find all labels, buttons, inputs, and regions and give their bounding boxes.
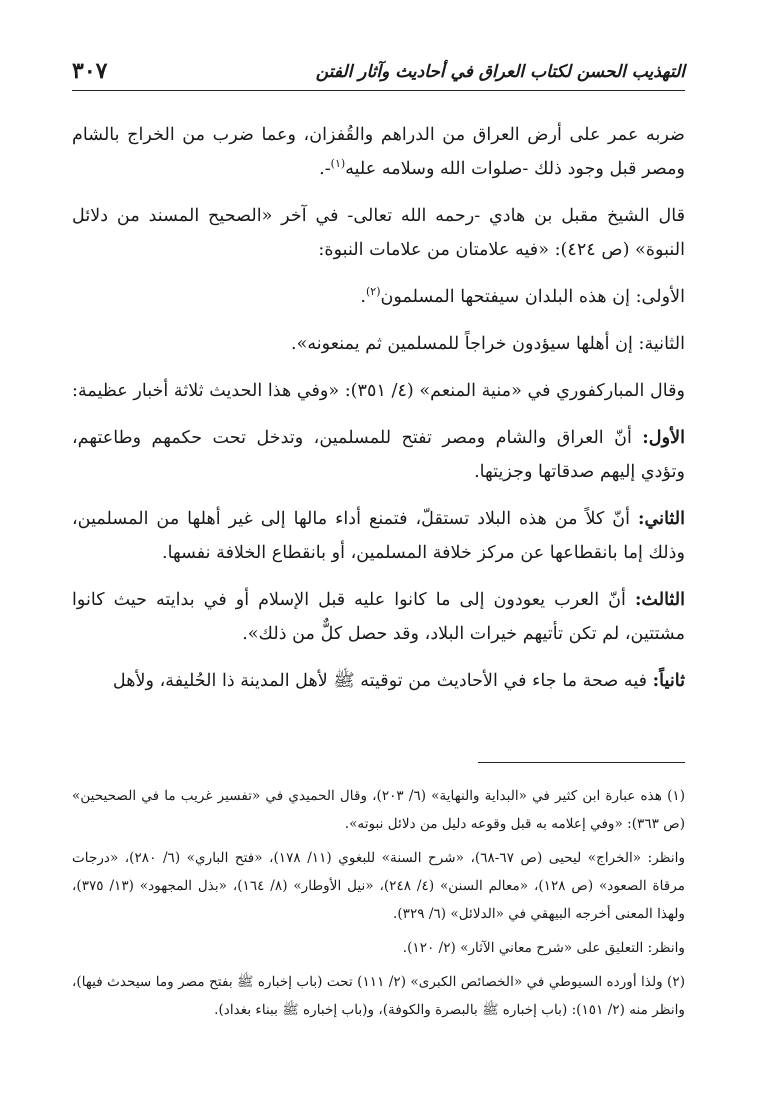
running-title: التهذيب الحسن لكتاب العراق في أحاديث وآثار الفتن	[315, 62, 685, 82]
text-line: الأولى: إن هذه البلدان سيفتحها المسلمون	[380, 287, 685, 307]
text-line: وذلك إما بانقطاعها عن مركز خلافة المسلمين، أو بانقطاع الخلافة نفسها.	[162, 543, 685, 563]
paragraph-9	[72, 664, 685, 698]
paragraph-7	[72, 502, 685, 570]
footnote-line: وانظر: «الخراج» ليحيى (ص ٦٧-٦٨)، «شرح السنة» للبغوي (١١/ ١٧٨)، «فتح الباري» (٦/	[162, 850, 686, 866]
footnote-line: المجهود» (١٣/ ٣٧٥)، ولهذا المعنى أخرجه البيهقي في «الدلائل» (٦/ ٣٢٩).	[72, 878, 685, 922]
text-line: قبل وجود ذلك -صلوات الله وسلامه عليه	[345, 159, 637, 179]
point-label: الثاني:	[638, 508, 685, 529]
footnote-line: ٢٨٠)، «درجات مرقاة الصعود» (ص ١٢٨)، «معالم السنن» (٤/ ٢٤٨)، «نيل الأوطار» (٨/ ١٦٤)، «بذل	[72, 850, 686, 894]
footnotes	[72, 782, 685, 1030]
text-line: فيه صحة ما جاء في الأحاديث من توقيته ﷺ لأهل المدينة ذا الحُليفة، ولأهل	[112, 671, 653, 691]
main-text	[72, 118, 685, 698]
text-line: أنّ العراق والشام ومصر تفتح للمسلمين، وتدخل تحت حكمهم وطاعتهم،	[72, 428, 643, 448]
text-line: أنّ كلاً من هذه البلاد تستقلّ، فتمنع أداء مالها إلى غير أهلها من المسلمين،	[72, 509, 639, 529]
footnote-divider	[478, 762, 685, 763]
footnote-ref-2[interactable]: (٢)	[365, 285, 381, 299]
point-label: الثالث:	[634, 589, 685, 610]
point-label: الأول:	[642, 427, 685, 448]
paragraph-4	[72, 327, 685, 361]
paragraph-2	[72, 199, 685, 267]
page-header	[72, 58, 685, 91]
point-label: ثانياً:	[652, 670, 685, 691]
paragraph-8	[72, 583, 685, 651]
footnote-1-see-also	[72, 934, 685, 962]
text-line: أنّ العرب يعودون إلى ما كانوا عليه قبل الإسلام أو في بدايته حيث كانوا	[72, 590, 635, 610]
page-number: ٣٠٧	[72, 58, 108, 84]
text-line: ضربه عمر على أرض العراق من الدراهم والقُفزان، وعما ضرب من الخراج بالشام ومصر	[72, 125, 685, 179]
text-line: وتؤدي إليهم صدقاتها وجزيتها.	[474, 462, 685, 482]
footnote-line: الصحيحين» (ص ٣٦٣): «وفي إعلامه به قبل وقوعه دليل من دلائل نبوته».	[72, 788, 685, 832]
text-line: الثانية: إن أهلها سيؤدون خراجاً للمسلمين ثم يمنعونه».	[291, 334, 685, 354]
footnote-ref-1[interactable]: (١)	[330, 157, 346, 171]
paragraph-3	[72, 280, 685, 314]
paragraph-6	[72, 421, 685, 489]
text-line: قال الشيخ مقبل بن هادي -رحمه الله تعالى- في آخر «الصحيح المسند من دلائل	[72, 206, 685, 226]
text-line: النبوة» (ص ٤٢٤): «فيه علامتان من علامات النبوة:	[318, 240, 685, 260]
text-line: مشتتين، لم تكن تأتيهم خيرات البلاد، وقد حصل كلٌّ من ذلك».	[242, 624, 685, 644]
paragraph-5	[72, 374, 685, 408]
paragraph-1	[72, 118, 685, 186]
footnote-line: سيحدث فيها)، وانظر منه (٢/ ١٥١): (باب إخباره ﷺ بالبصرة والكوفة)، و(باب إخباره ﷺ ببناء بغداد).	[72, 974, 685, 1018]
footnote-line: وانظر: التعليق على «شرح معاني الآثار» (٢/ ١٢٠).	[402, 940, 685, 956]
footnote-line: (١) هذه عبارة ابن كثير في «البداية والنهاية» (٦/ ٢٠٣)، وقال الحميدي في «تفسير غريب ما في	[141, 788, 686, 804]
footnote-1-refs	[72, 844, 685, 928]
footnote-2	[72, 968, 685, 1024]
text-line: -.	[319, 159, 331, 179]
text-line: .	[360, 287, 366, 307]
text-line: وقال المباركفوري في «منية المنعم» (٤/ ٣٥١): «وفي هذا الحديث ثلاثة أخبار عظيمة:	[72, 381, 685, 401]
footnote-1	[72, 782, 685, 838]
footnote-line: (٢) ولذا أورده السيوطي في «الخصائص الكبرى» (٢/ ١١١) تحت (باب إخباره ﷺ بفتح مصر وما	[155, 974, 685, 990]
